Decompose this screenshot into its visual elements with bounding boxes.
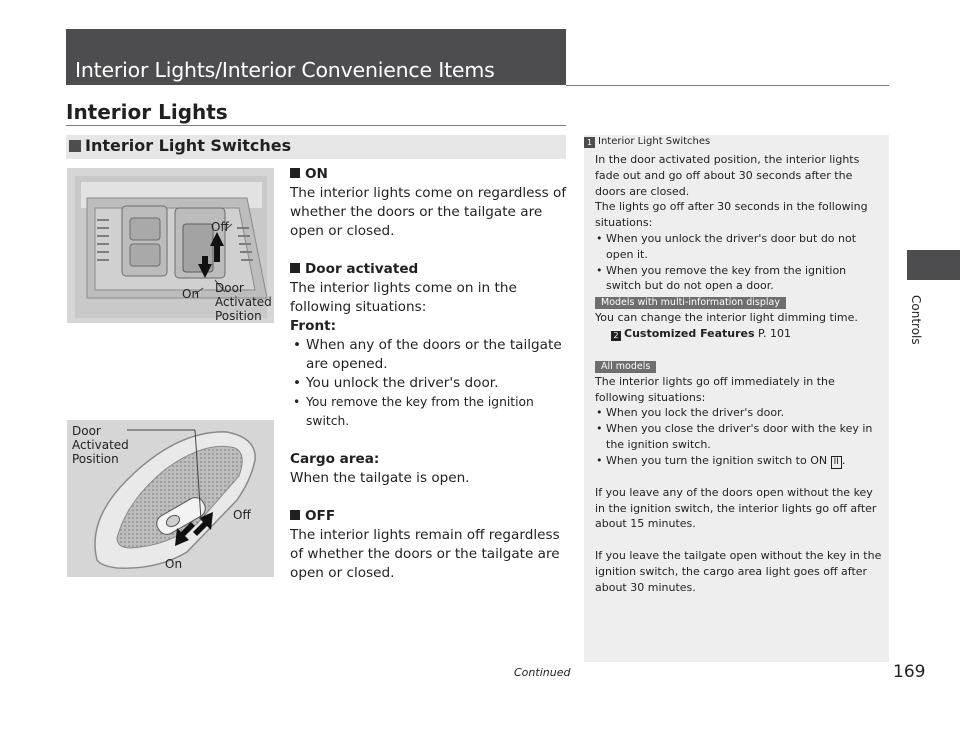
model-tag: All models [595, 361, 656, 373]
cargo-light-switch-figure [67, 420, 274, 577]
page-number: 169 [893, 662, 926, 682]
subsection-title: Interior Light Switches [85, 136, 292, 155]
square-bullet-icon [290, 510, 300, 520]
square-bullet-icon [290, 263, 300, 273]
door-activated-heading: Door activated [290, 260, 570, 279]
off-description: The interior lights remain off regardless of whether the doors or the tailgate are open or closed. [290, 527, 560, 581]
square-bullet-icon [290, 168, 300, 178]
off-heading: OFF [290, 507, 570, 526]
body-text [290, 165, 570, 583]
list-item: • When you turn the ignition switch to ON II . [595, 453, 882, 469]
note-paragraph: If you leave any of the doors open without the key in the ignition switch, the interior lights go off after about 15 minutes. [595, 485, 877, 531]
note-paragraph: If you leave the tailgate open without the key in the ignition switch, the cargo area light goes off after about 30 minutes. [595, 549, 882, 594]
note-paragraph: You can change the interior light dimming time. [595, 311, 858, 325]
cargo-area-label: Cargo area: [290, 451, 380, 467]
note-paragraph: In the door activated position, the interior lights fade out and go off about 30 seconds after the doors are closed. [595, 153, 860, 198]
sidebar-note [584, 135, 889, 662]
note-paragraph: The lights go off after 30 seconds in the following situations: [595, 200, 868, 230]
ignition-position-icon: II [831, 456, 842, 469]
list-item: • When any of the doors or the tailgate are opened. [290, 336, 570, 374]
chapter-tab [907, 250, 960, 280]
cargo-area-description: When the tailgate is open. [290, 470, 470, 486]
list-item: • You remove the key from the ignition switch. [290, 393, 570, 431]
arrow-right-icon: 2 [611, 331, 621, 341]
label-on: On [165, 557, 183, 571]
note-ref-icon: 1 [584, 137, 595, 148]
square-bullet-icon [69, 140, 81, 152]
on-heading: ON [290, 165, 570, 184]
list-item: • When you remove the key from the ignition switch but do not open a door. [595, 263, 882, 295]
label-off: Off [211, 220, 229, 234]
cross-reference-link[interactable]: 2 Customized Features P. 101 [595, 326, 882, 342]
label-off: Off [233, 508, 251, 522]
title-rule [566, 85, 889, 86]
label-door-activated: Door Activated Position [72, 424, 129, 466]
note-title: 1 Interior Light Switches [584, 136, 710, 148]
label-on: On [182, 287, 200, 301]
chapter-tab-label: Controls [909, 295, 923, 345]
chapter-title: Interior Lights/Interior Convenience Items [75, 58, 495, 82]
model-tag: Models with multi-information display [595, 297, 786, 309]
on-description: The interior lights come on regardless of whether the doors or the tailgate are open or closed. [290, 185, 567, 239]
list-item: • When you lock the driver's door. [595, 405, 882, 421]
label-door-activated: Door Activated Position [215, 281, 272, 323]
door-activated-description: The interior lights come on in the following situations: [290, 280, 517, 315]
section-rule [66, 125, 566, 126]
chapter-title-banner [66, 29, 566, 85]
list-item: • When you close the driver's door with the key in the ignition switch. [595, 421, 882, 453]
front-label: Front: [290, 318, 337, 334]
subsection-bar [66, 135, 566, 159]
front-light-switch-figure [67, 168, 274, 323]
continued-label: Continued [514, 666, 571, 679]
list-item: • When you unlock the driver's door but do not open it. [595, 231, 882, 263]
section-title: Interior Lights [66, 100, 228, 124]
note-paragraph: The interior lights go off immediately in the following situations: [595, 374, 835, 404]
list-item: • You unlock the driver's door. [290, 374, 570, 393]
